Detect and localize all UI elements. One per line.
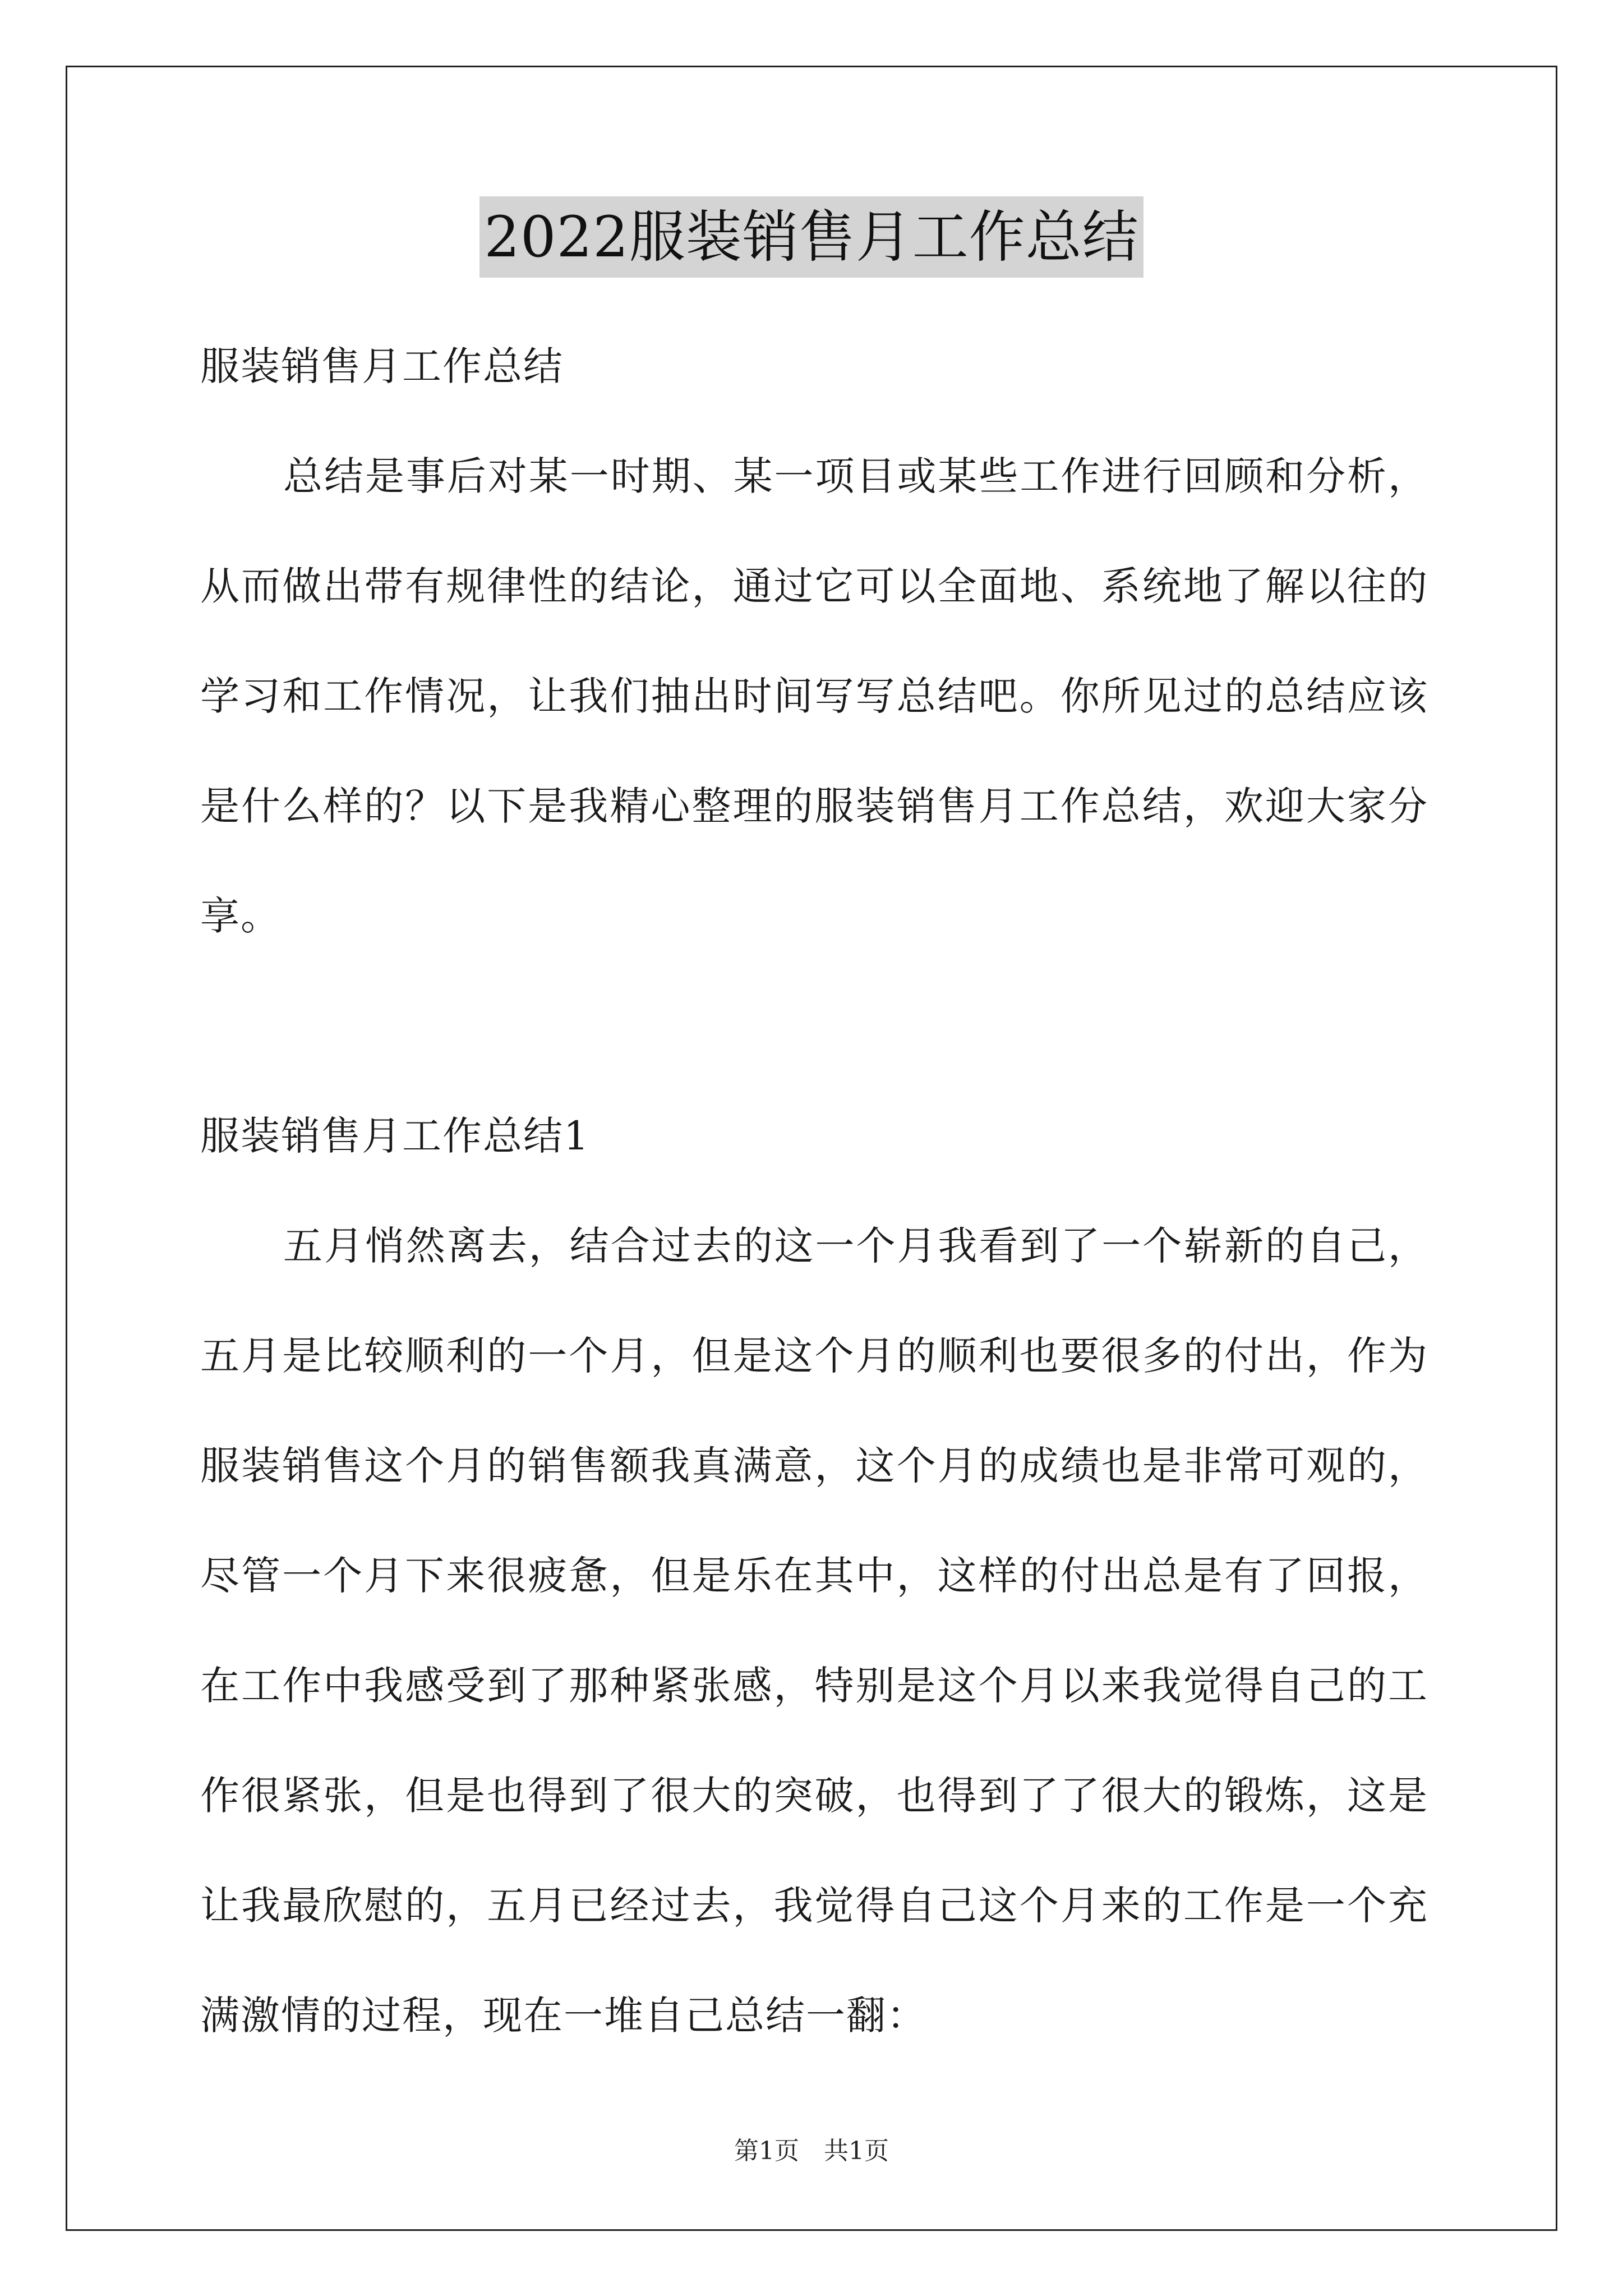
section-spacer — [200, 971, 1428, 1081]
paragraph-line: 作很紧张，但是也得到了很大的突破，也得到了了很大的锻炼，这是 — [200, 1773, 1428, 1819]
paragraph-line: 让我最欣慰的，五月已经过去，我觉得自己这个月来的工作是一个充 — [200, 1883, 1428, 1929]
page-number: 第1页 — [734, 2137, 799, 2165]
paragraph-line: 从而做出带有规律性的结论，通过它可以全面地、系统地了解以往的 — [200, 563, 1428, 609]
title-container — [0, 196, 1623, 278]
paragraph-line: 满激情的过程，现在一堆自己总结一翻： — [200, 1993, 927, 2039]
document-body — [200, 311, 1428, 2070]
document-subtitle: 服装销售月工作总结 — [200, 343, 564, 389]
page-total: 共1页 — [824, 2137, 889, 2165]
paragraph-line: 五月是比较顺利的一个月，但是这个月的顺利也要很多的付出，作为 — [200, 1333, 1428, 1379]
paragraph-line: 尽管一个月下来很疲惫，但是乐在其中，这样的付出总是有了回报， — [200, 1553, 1428, 1599]
paragraph-line: 学习和工作情况，让我们抽出时间写写总结吧。你所见过的总结应该 — [200, 673, 1428, 719]
paragraph-line: 总结是事后对某一时期、某一项目或某些工作进行回顾和分析， — [283, 453, 1428, 499]
document-title: 2022服装销售月工作总结 — [479, 196, 1144, 278]
page-footer — [0, 2134, 1623, 2168]
section-paragraph — [200, 1191, 1428, 2070]
paragraph-line: 是什么样的？以下是我精心整理的服装销售月工作总结，欢迎大家分 — [200, 783, 1428, 829]
paragraph-line: 五月悄然离去，结合过去的这一个月我看到了一个崭新的自己， — [283, 1223, 1428, 1269]
paragraph-line: 在工作中我感受到了那种紧张感，特别是这个月以来我觉得自己的工 — [200, 1663, 1428, 1709]
section-heading: 服装销售月工作总结1 — [200, 1113, 590, 1159]
paragraph-line: 服装销售这个月的销售额我真满意，这个月的成绩也是非常可观的， — [200, 1443, 1428, 1489]
intro-paragraph — [200, 421, 1428, 971]
paragraph-line: 享。 — [200, 893, 281, 939]
